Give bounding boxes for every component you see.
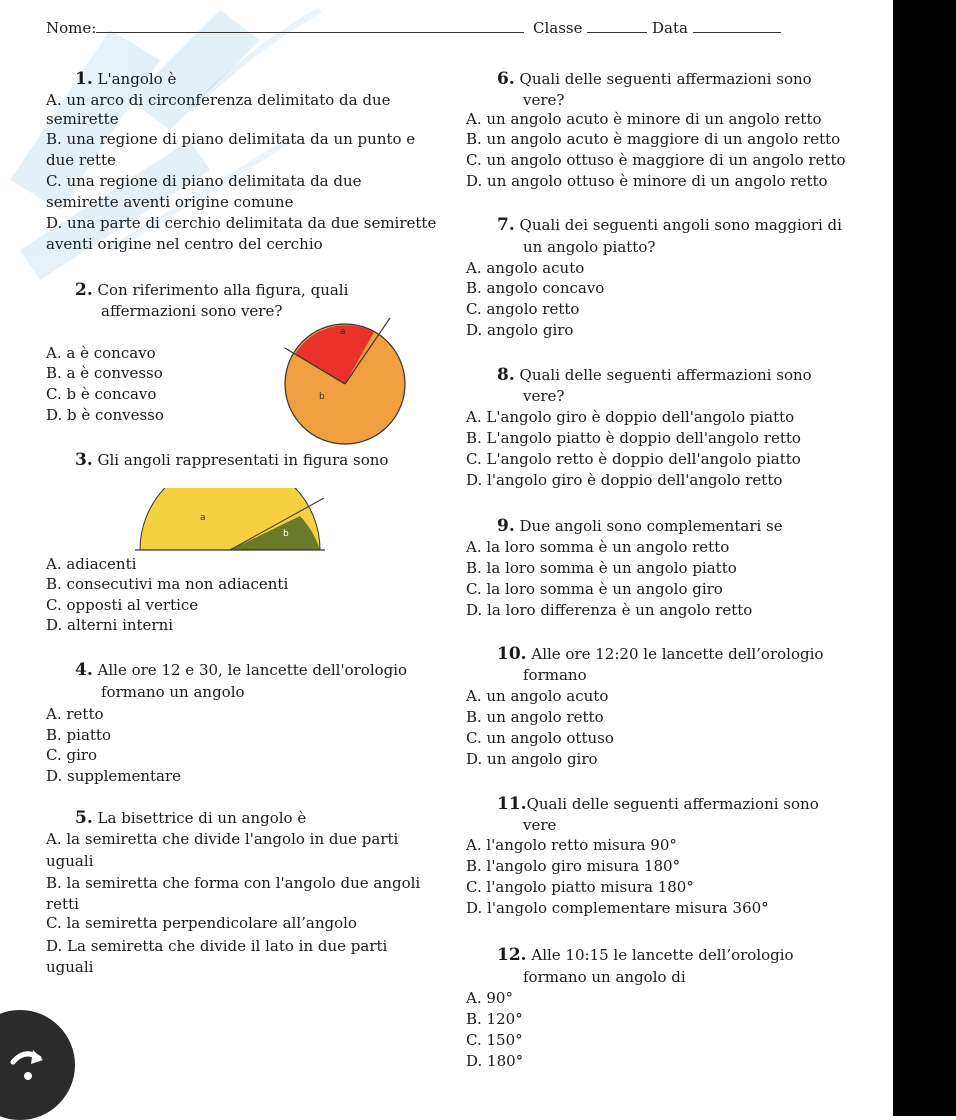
q1-option-b-cont: due rette xyxy=(46,151,116,169)
q4-option-a[interactable]: A. retto xyxy=(46,705,104,723)
q10-option-c[interactable]: C. un angolo ottuso xyxy=(466,729,614,747)
q11-title-cont: vere xyxy=(523,816,557,834)
q12-title-cont: formano un angolo di xyxy=(523,968,686,986)
classe-label: Classe xyxy=(533,19,583,37)
q10-option-b[interactable]: B. un angolo retto xyxy=(466,708,604,726)
q2-fig-label-b: b xyxy=(319,392,325,402)
q7-option-a[interactable]: A. angolo acuto xyxy=(466,259,585,277)
q3-option-b[interactable]: B. consecutivi ma non adiacenti xyxy=(46,575,289,593)
q6-title-cont: vere? xyxy=(523,91,565,109)
q4-option-c[interactable]: C. giro xyxy=(46,746,98,764)
q8-option-d[interactable]: D. l'angolo giro è doppio dell'angolo retto xyxy=(466,471,783,489)
q7-title: 7. Quali dei seguenti angoli sono maggiori di xyxy=(497,215,842,235)
q5-option-a[interactable]: A. la semiretta che divide l'angolo in due parti xyxy=(46,830,399,848)
q8-option-b[interactable]: B. L'angolo piatto è doppio dell'angolo retto xyxy=(466,429,801,447)
q3-title: 3. Gli angoli rappresentati in figura sono xyxy=(75,450,389,470)
q2-title: 2. Con riferimento alla figura, quali xyxy=(75,280,349,300)
back-button[interactable] xyxy=(0,1010,75,1120)
q3-figure-adjacent-angles xyxy=(130,488,330,558)
q6-option-c[interactable]: C. un angolo ottuso è maggiore di un angolo retto xyxy=(466,151,846,169)
q12-option-c[interactable]: C. 150° xyxy=(466,1031,523,1049)
q1-option-c[interactable]: C. una regione di piano delimitata da due xyxy=(46,172,362,190)
q5-option-a-cont: uguali xyxy=(46,852,94,870)
q12-option-a[interactable]: A. 90° xyxy=(466,989,513,1007)
q8-option-c[interactable]: C. L'angolo retto è doppio dell'angolo piatto xyxy=(466,450,801,468)
q3-option-d[interactable]: D. alterni interni xyxy=(46,616,174,634)
q11-option-c[interactable]: C. l'angolo piatto misura 180° xyxy=(466,878,694,896)
q7-option-c[interactable]: C. angolo retto xyxy=(466,300,580,318)
q4-option-b[interactable]: B. piatto xyxy=(46,726,111,744)
q1-option-d[interactable]: D. una parte di cerchio delimitata da due semirette xyxy=(46,214,437,232)
q9-option-b[interactable]: B. la loro somma è un angolo piatto xyxy=(466,559,737,577)
undo-arrow-icon xyxy=(3,1040,53,1090)
q3-option-a[interactable]: A. adiacenti xyxy=(46,555,137,573)
q5-option-b[interactable]: B. la semiretta che forma con l'angolo due angoli xyxy=(46,874,421,892)
q9-title: 9. Due angoli sono complementari se xyxy=(497,516,783,536)
q1-option-a[interactable]: A. un arco di circonferenza delimitato da due xyxy=(46,91,391,109)
data-label: Data xyxy=(652,19,688,37)
q8-option-a[interactable]: A. L'angolo giro è doppio dell'angolo piatto xyxy=(466,408,795,426)
q2-option-b[interactable]: B. a è convesso xyxy=(46,364,163,382)
q9-option-c[interactable]: C. la loro somma è un angolo giro xyxy=(466,580,723,598)
q2-option-a[interactable]: A. a è concavo xyxy=(46,344,156,362)
q7-title-cont: un angolo piatto? xyxy=(523,238,656,256)
q1-title: 1. L'angolo è xyxy=(75,69,177,89)
q11-option-a[interactable]: A. l'angolo retto misura 90° xyxy=(466,836,677,854)
q1-option-b[interactable]: B. una regione di piano delimitata da un punto e xyxy=(46,130,416,148)
q6-option-d[interactable]: D. un angolo ottuso è minore di un angolo retto xyxy=(466,172,828,190)
q9-option-a[interactable]: A. la loro somma è un angolo retto xyxy=(466,538,730,556)
q1-option-c-cont: semirette aventi origine comune xyxy=(46,193,294,211)
nome-label: Nome: xyxy=(46,19,97,37)
screen-edge-bar xyxy=(893,0,956,1116)
q6-title: 6. Quali delle seguenti affermazioni sono xyxy=(497,69,812,89)
q1-option-d-cont: aventi origine nel centro del cerchio xyxy=(46,235,323,253)
q9-option-d[interactable]: D. la loro differenza è un angolo retto xyxy=(466,601,753,619)
q7-option-d[interactable]: D. angolo giro xyxy=(466,321,574,339)
q10-title-cont: formano xyxy=(523,666,587,684)
data-field[interactable] xyxy=(652,18,781,37)
q12-option-d[interactable]: D. 180° xyxy=(466,1052,524,1070)
q1-option-a-cont: semirette xyxy=(46,110,119,128)
q2-figure-circle-angles xyxy=(270,312,410,447)
q11-option-b[interactable]: B. l'angolo giro misura 180° xyxy=(466,857,681,875)
q4-option-d[interactable]: D. supplementare xyxy=(46,767,182,785)
q10-option-a[interactable]: A. un angolo acuto xyxy=(466,687,609,705)
q5-option-c[interactable]: C. la semiretta perpendicolare all’angolo xyxy=(46,914,357,932)
q5-option-d-cont: uguali xyxy=(46,958,94,976)
q6-option-b[interactable]: B. un angolo acuto è maggiore di un angolo retto xyxy=(466,130,841,148)
q5-title: 5. La bisettrice di un angolo è xyxy=(75,808,307,828)
q12-option-b[interactable]: B. 120° xyxy=(466,1010,523,1028)
q5-option-d[interactable]: D. La semiretta che divide il lato in due parti xyxy=(46,937,388,955)
q10-title: 10. Alle ore 12:20 le lancette dell’orologio xyxy=(497,644,824,664)
q7-option-b[interactable]: B. angolo concavo xyxy=(466,279,605,297)
q2-option-c[interactable]: C. b è concavo xyxy=(46,385,157,403)
q3-fig-label-a: a xyxy=(200,513,206,523)
nome-field[interactable] xyxy=(46,18,524,37)
q12-title: 12. Alle 10:15 le lancette dell’orologio xyxy=(497,945,794,965)
q8-title: 8. Quali delle seguenti affermazioni sono xyxy=(497,365,812,385)
q11-option-d[interactable]: D. l'angolo complementare misura 360° xyxy=(466,899,769,917)
q8-title-cont: vere? xyxy=(523,387,565,405)
q4-title-cont: formano un angolo xyxy=(101,683,245,701)
classe-field[interactable] xyxy=(533,18,647,37)
q2-title-cont: affermazioni sono vere? xyxy=(101,302,283,320)
q10-option-d[interactable]: D. un angolo giro xyxy=(466,750,598,768)
q3-option-c[interactable]: C. opposti al vertice xyxy=(46,596,199,614)
q11-title: 11.Quali delle seguenti affermazioni sono xyxy=(497,794,819,814)
q6-option-a[interactable]: A. un angolo acuto è minore di un angolo retto xyxy=(466,110,822,128)
q4-title: 4. Alle ore 12 e 30, le lancette dell'orologio xyxy=(75,660,408,680)
q2-fig-label-a: a xyxy=(340,327,346,337)
q3-fig-label-b: b xyxy=(283,529,289,539)
q5-option-b-cont: retti xyxy=(46,895,79,913)
q2-option-d[interactable]: D. b è convesso xyxy=(46,406,164,424)
